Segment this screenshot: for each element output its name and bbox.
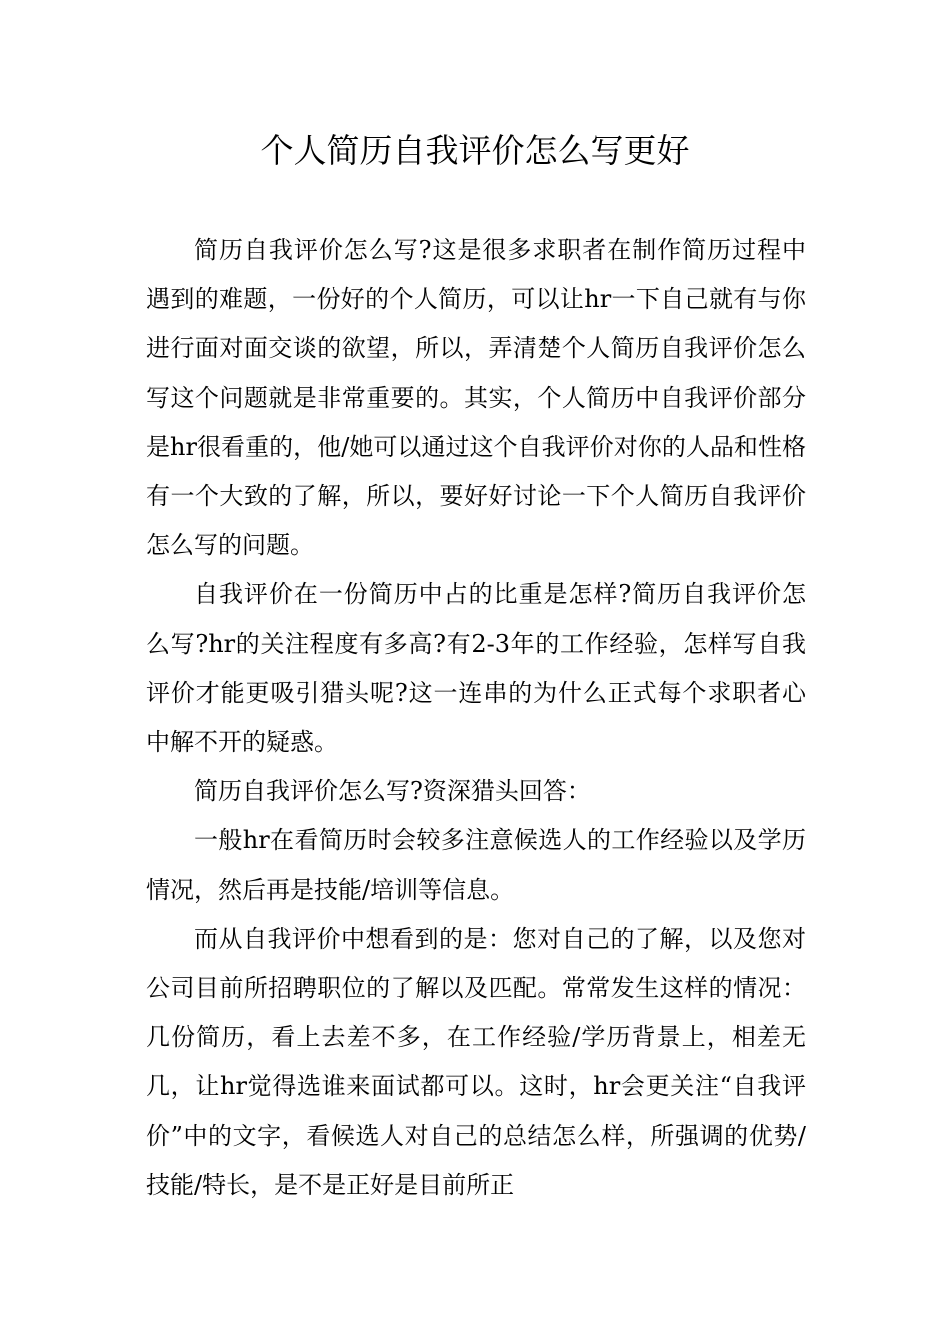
paragraph: 简历自我评价怎么写?这是很多求职者在制作简历过程中遇到的难题，一份好的个人简历，可以让hr一下自己就有与你进行面对面交谈的欲望，所以，弄清楚个人简历自我评价怎么写这个问题就是非常重要的。其实，个人简历中自我评价部分是hr很看重的，他/她可以通过这个自我评价对你的人品和性格有一个大致的了解，所以，要好好讨论一下个人简历自我评价怎么写的问题。	[146, 236, 806, 560]
document-body	[146, 226, 806, 1210]
paragraph: 简历自我评价怎么写?资深猎头回答：	[194, 777, 591, 806]
paragraph: 一般hr在看简历时会较多注意候选人的工作经验以及学历情况，然后再是技能/培训等信息。	[146, 826, 806, 904]
document-title: 个人简历自我评价怎么写更好	[260, 131, 690, 170]
paragraph: 而从自我评价中想看到的是：您对自己的了解，以及您对公司目前所招聘职位的了解以及匹配。常常发生这样的情况：几份简历，看上去差不多，在工作经验/学历背景上，相差无几，让hr觉得选谁来面试都可以。这时，hr会更关注“自我评价”中的文字，看候选人对自己的总结怎么样，所强调的优势/技能/特长，是不是正好是目前所正	[146, 924, 806, 1199]
paragraph: 自我评价在一份简历中占的比重是怎样?简历自我评价怎么写?hr的关注程度有多高?有2-3年的工作经验，怎样写自我评价才能更吸引猎头呢?这一连串的为什么正式每个求职者心中解不开的疑惑。	[146, 580, 806, 757]
